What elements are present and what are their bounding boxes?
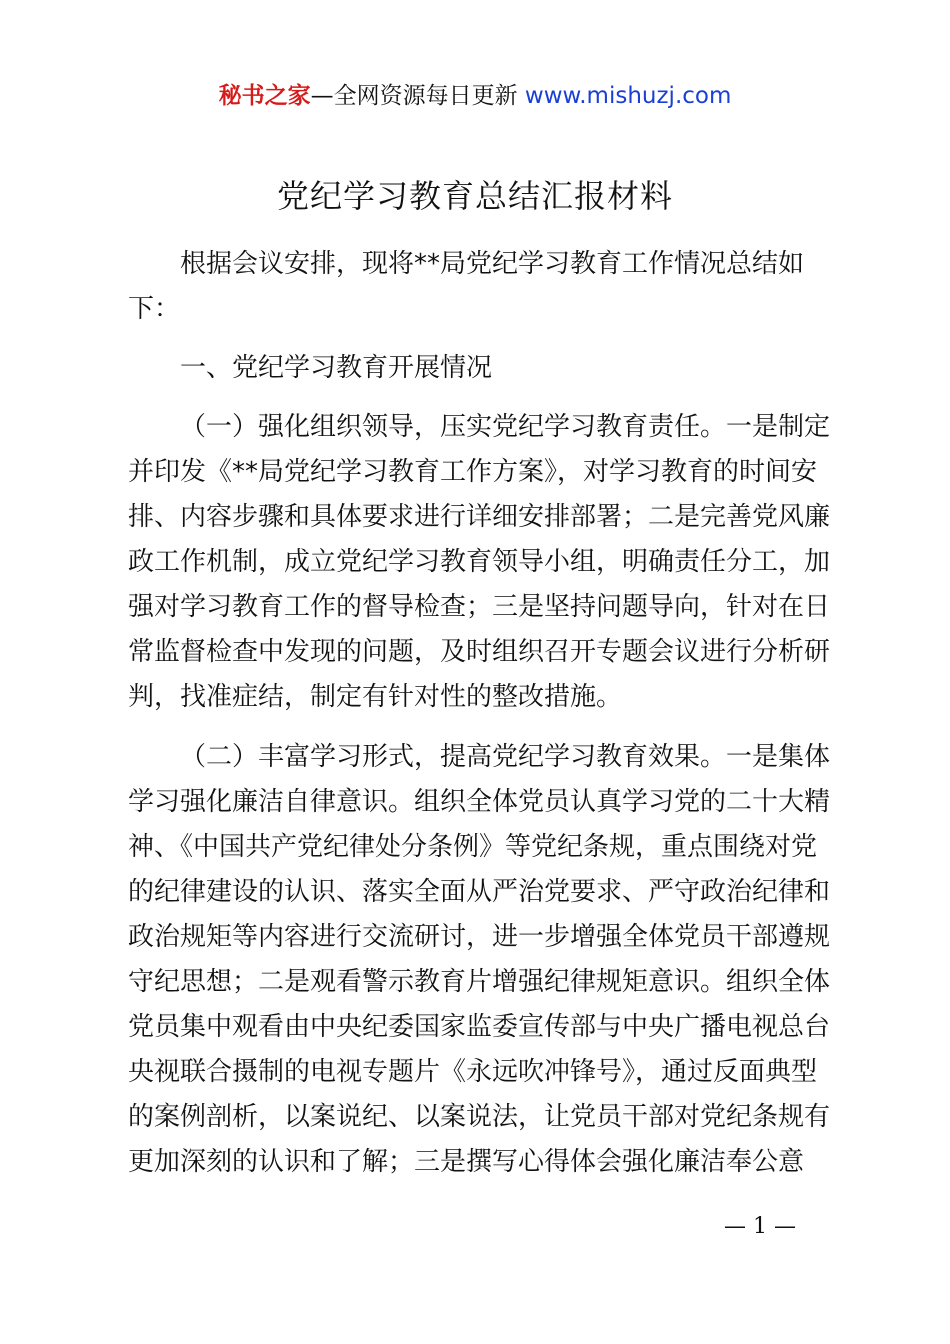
body-line: 央视联合摄制的电视专题片《永远吹冲锋号》，通过反面典型 [128, 1057, 818, 1087]
body-line: 政治规矩等内容进行交流研讨，进一步增强全体党员干部遵规 [128, 922, 831, 952]
body-line: 学习强化廉洁自律意识。组织全体党员认真学习党的二十大精 [128, 787, 831, 817]
section-heading: 一、党纪学习教育开展情况 [180, 353, 493, 383]
body-line: 根据会议安排，现将**局党纪学习教育工作情况总结如 [180, 249, 805, 279]
body-line: 更加深刻的认识和了解；三是撰写心得体会强化廉洁奉公意 [128, 1147, 805, 1177]
body-line: 判，找准症结，制定有针对性的整改措施。 [128, 682, 623, 712]
site-header [0, 78, 950, 114]
body-line: 强对学习教育工作的督导检查；三是坚持问题导向，针对在日 [128, 592, 831, 622]
body-line: 神、《中国共产党纪律处分条例》等党纪条规，重点围绕对党 [128, 832, 818, 862]
body-line: 守纪思想；二是观看警示教育片增强纪律规矩意识。组织全体 [128, 967, 831, 997]
document-title: 党纪学习教育总结汇报材料 [276, 177, 673, 215]
page-number: — 1 — [724, 1214, 796, 1239]
site-tagline: —全网资源每日更新 [310, 83, 518, 109]
site-url-link[interactable]: www.mishuzj.com [524, 83, 732, 109]
body-line: 下： [128, 294, 181, 324]
body-line: 并印发《**局党纪学习教育工作方案》，对学习教育的时间安 [128, 457, 818, 487]
body-line: 排、内容步骤和具体要求进行详细安排部署；二是完善党风廉 [128, 502, 831, 532]
body-line: 常监督检查中发现的问题，及时组织召开专题会议进行分析研 [128, 637, 831, 667]
body-line: 的纪律建设的认识、落实全面从严治党要求、严守政治纪律和 [128, 877, 831, 907]
body-line: （二）丰富学习形式，提高党纪学习教育效果。一是集体 [180, 742, 831, 772]
body-line: 政工作机制，成立党纪学习教育领导小组，明确责任分工，加 [128, 547, 831, 577]
body-line: （一）强化组织领导，压实党纪学习教育责任。一是制定 [180, 412, 831, 442]
body-line: 党员集中观看由中央纪委国家监委宣传部与中央广播电视总台 [128, 1012, 831, 1042]
site-brand: 秘书之家 [218, 83, 311, 109]
body-line: 的案例剖析，以案说纪、以案说法，让党员干部对党纪条规有 [128, 1102, 831, 1132]
